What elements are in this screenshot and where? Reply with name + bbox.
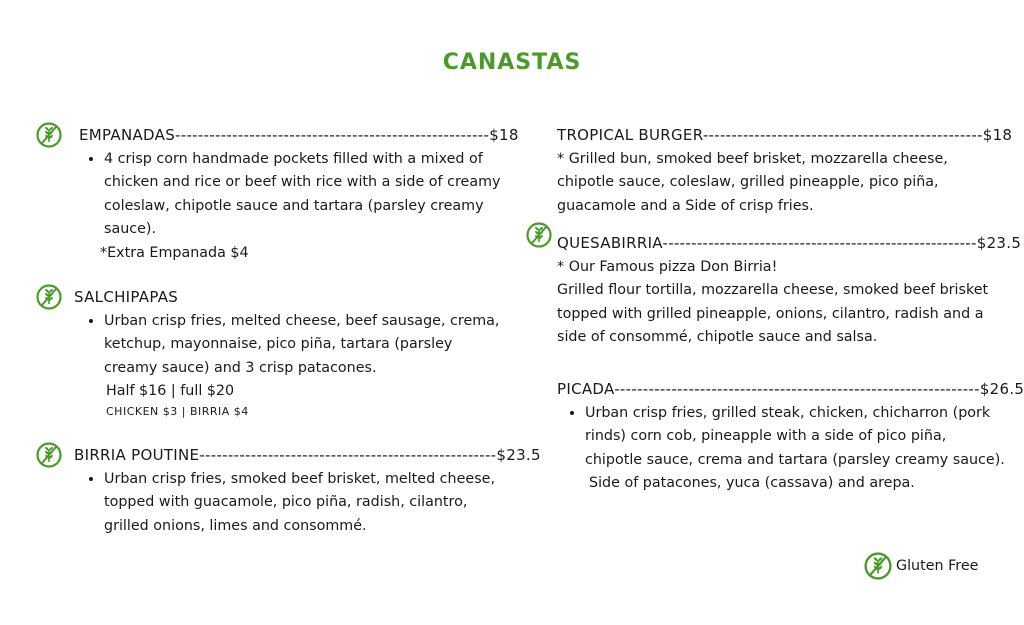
gluten-free-icon xyxy=(36,442,62,468)
item-note: Side of patacones, yuca (cassava) and arepa. xyxy=(589,475,915,492)
menu-item-quesabirria xyxy=(526,232,1022,378)
legend-label: Gluten Free xyxy=(896,558,979,574)
item-note: *Extra Empanada $4 xyxy=(100,244,249,261)
item-description-list xyxy=(36,310,506,380)
menu-item-salchipapas xyxy=(36,286,506,444)
item-description-list xyxy=(557,402,1006,472)
left-column xyxy=(36,124,541,538)
item-description-list xyxy=(36,148,506,242)
menu-item-tropical-burger xyxy=(526,124,1013,232)
page-title: CANASTAS xyxy=(442,50,582,75)
item-description: Grilled flour tortilla, mozzarella cheese, smoked beef brisket topped with grilled pineapple, onions, cilantro, radish and a side of consommé, chipotle sauce and salsa. xyxy=(557,282,989,346)
item-addon-note: CHICKEN $3 | BIRRIA $4 xyxy=(106,404,249,418)
gluten-free-icon xyxy=(864,552,892,580)
gluten-free-icon xyxy=(36,122,62,148)
right-column xyxy=(526,124,1024,496)
item-tagline: * Our Famous pizza Don Birria! xyxy=(557,259,778,275)
gluten-free-icon xyxy=(36,284,62,310)
item-description: • 4 crisp corn handmade pockets filled with a mixed of chicken and rice or beef with rice with a side of creamy coleslaw, chipotle sauce and tartara (parsley creamy sauce). xyxy=(104,148,506,242)
gluten-free-icon xyxy=(526,222,552,248)
item-price-note: Half $16 | full $20 xyxy=(106,383,235,400)
item-heading: TROPICAL BURGER-------------------------------------------------$18 xyxy=(557,126,1013,144)
menu-item-birria-poutine xyxy=(36,444,541,538)
item-description: • Urban crisp fries, grilled steak, chicken, chicharron (pork rinds) corn cob, pineapple with a side of pico piña, chipotle sauce, crema and tartara (parsley creamy sauce). xyxy=(585,402,1006,472)
item-heading: QUESABIRRIA-------------------------------------------------------$23.5 xyxy=(557,234,1022,252)
item-description: • Urban crisp fries, melted cheese, beef sausage, crema, ketchup, mayonnaise, pico piña, tartara (parsley creamy sauce) and 3 crisp patacones. xyxy=(104,310,506,380)
item-description-list xyxy=(36,468,506,538)
menu-item-picada xyxy=(526,378,1024,496)
gluten-free-legend xyxy=(864,552,978,580)
item-description: * Grilled bun, smoked beef brisket, mozzarella cheese, chipotle sauce, coleslaw, grilled pineapple, pico piña, guacamole and a Side of crisp fries. xyxy=(557,151,948,214)
item-heading: PICADA----------------------------------------------------------------$26.5 xyxy=(557,380,1024,398)
item-heading: BIRRIA POUTINE----------------------------------------------------$23.5 xyxy=(74,446,541,464)
item-heading: EMPANADAS-------------------------------------------------------$18 xyxy=(79,126,519,144)
menu-item-empanadas xyxy=(36,124,519,286)
item-heading: SALCHIPAPAS xyxy=(74,288,179,306)
item-description: • Urban crisp fries, smoked beef brisket, melted cheese, topped with guacamole, pico piña, radish, cilantro, grilled onions, limes and consommé. xyxy=(104,468,506,538)
